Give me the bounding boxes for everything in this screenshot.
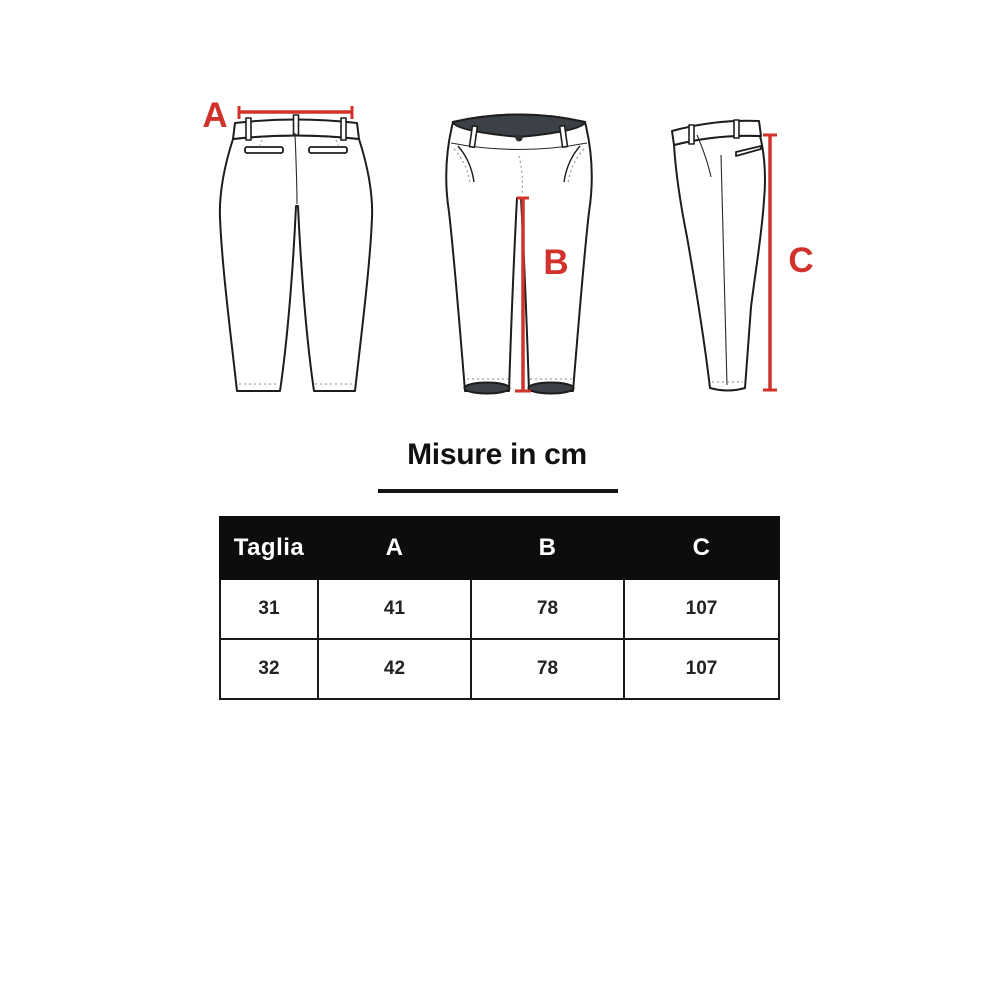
header-cell-b: B [471,517,624,579]
front-hem-right [529,383,574,394]
size-table [219,516,780,700]
side-view-pants [672,120,814,391]
side-pants-outline [674,136,765,391]
size-table-body [220,579,779,699]
cell-a-value: 42 [318,639,471,699]
size-table-header [220,517,779,579]
measure-label-a: A [202,96,228,135]
cell-c-value: 107 [624,579,779,639]
measure-label-b: B [543,243,569,282]
back-pocket-left [245,147,283,153]
front-button [516,135,523,142]
back-belt-loop-left [246,118,251,140]
header-cell-taglia: Taglia [220,517,318,579]
cell-b-value: 78 [471,579,624,639]
title-underline [378,489,618,493]
measurement-diagram [140,85,840,430]
page-title: Misure in cm [407,438,587,471]
cell-b-value: 78 [471,639,624,699]
header-row [220,517,779,579]
side-belt-loop-right [734,120,739,138]
header-cell-a: A [318,517,471,579]
back-view-pants [202,96,372,391]
cell-size: 31 [220,579,318,639]
front-pants-outline [446,115,592,392]
front-view-pants [446,115,592,394]
table-row [220,639,779,699]
cell-size: 32 [220,639,318,699]
table-row [220,579,779,639]
measure-label-c: C [788,241,814,280]
back-belt-loop-center [294,115,299,135]
side-belt-loop-left [689,125,694,144]
cell-c-value: 107 [624,639,779,699]
header-cell-c: C [624,517,779,579]
cell-a-value: 41 [318,579,471,639]
back-pocket-right [309,147,347,153]
front-hem-left [465,383,510,394]
back-belt-loop-right [341,118,346,140]
